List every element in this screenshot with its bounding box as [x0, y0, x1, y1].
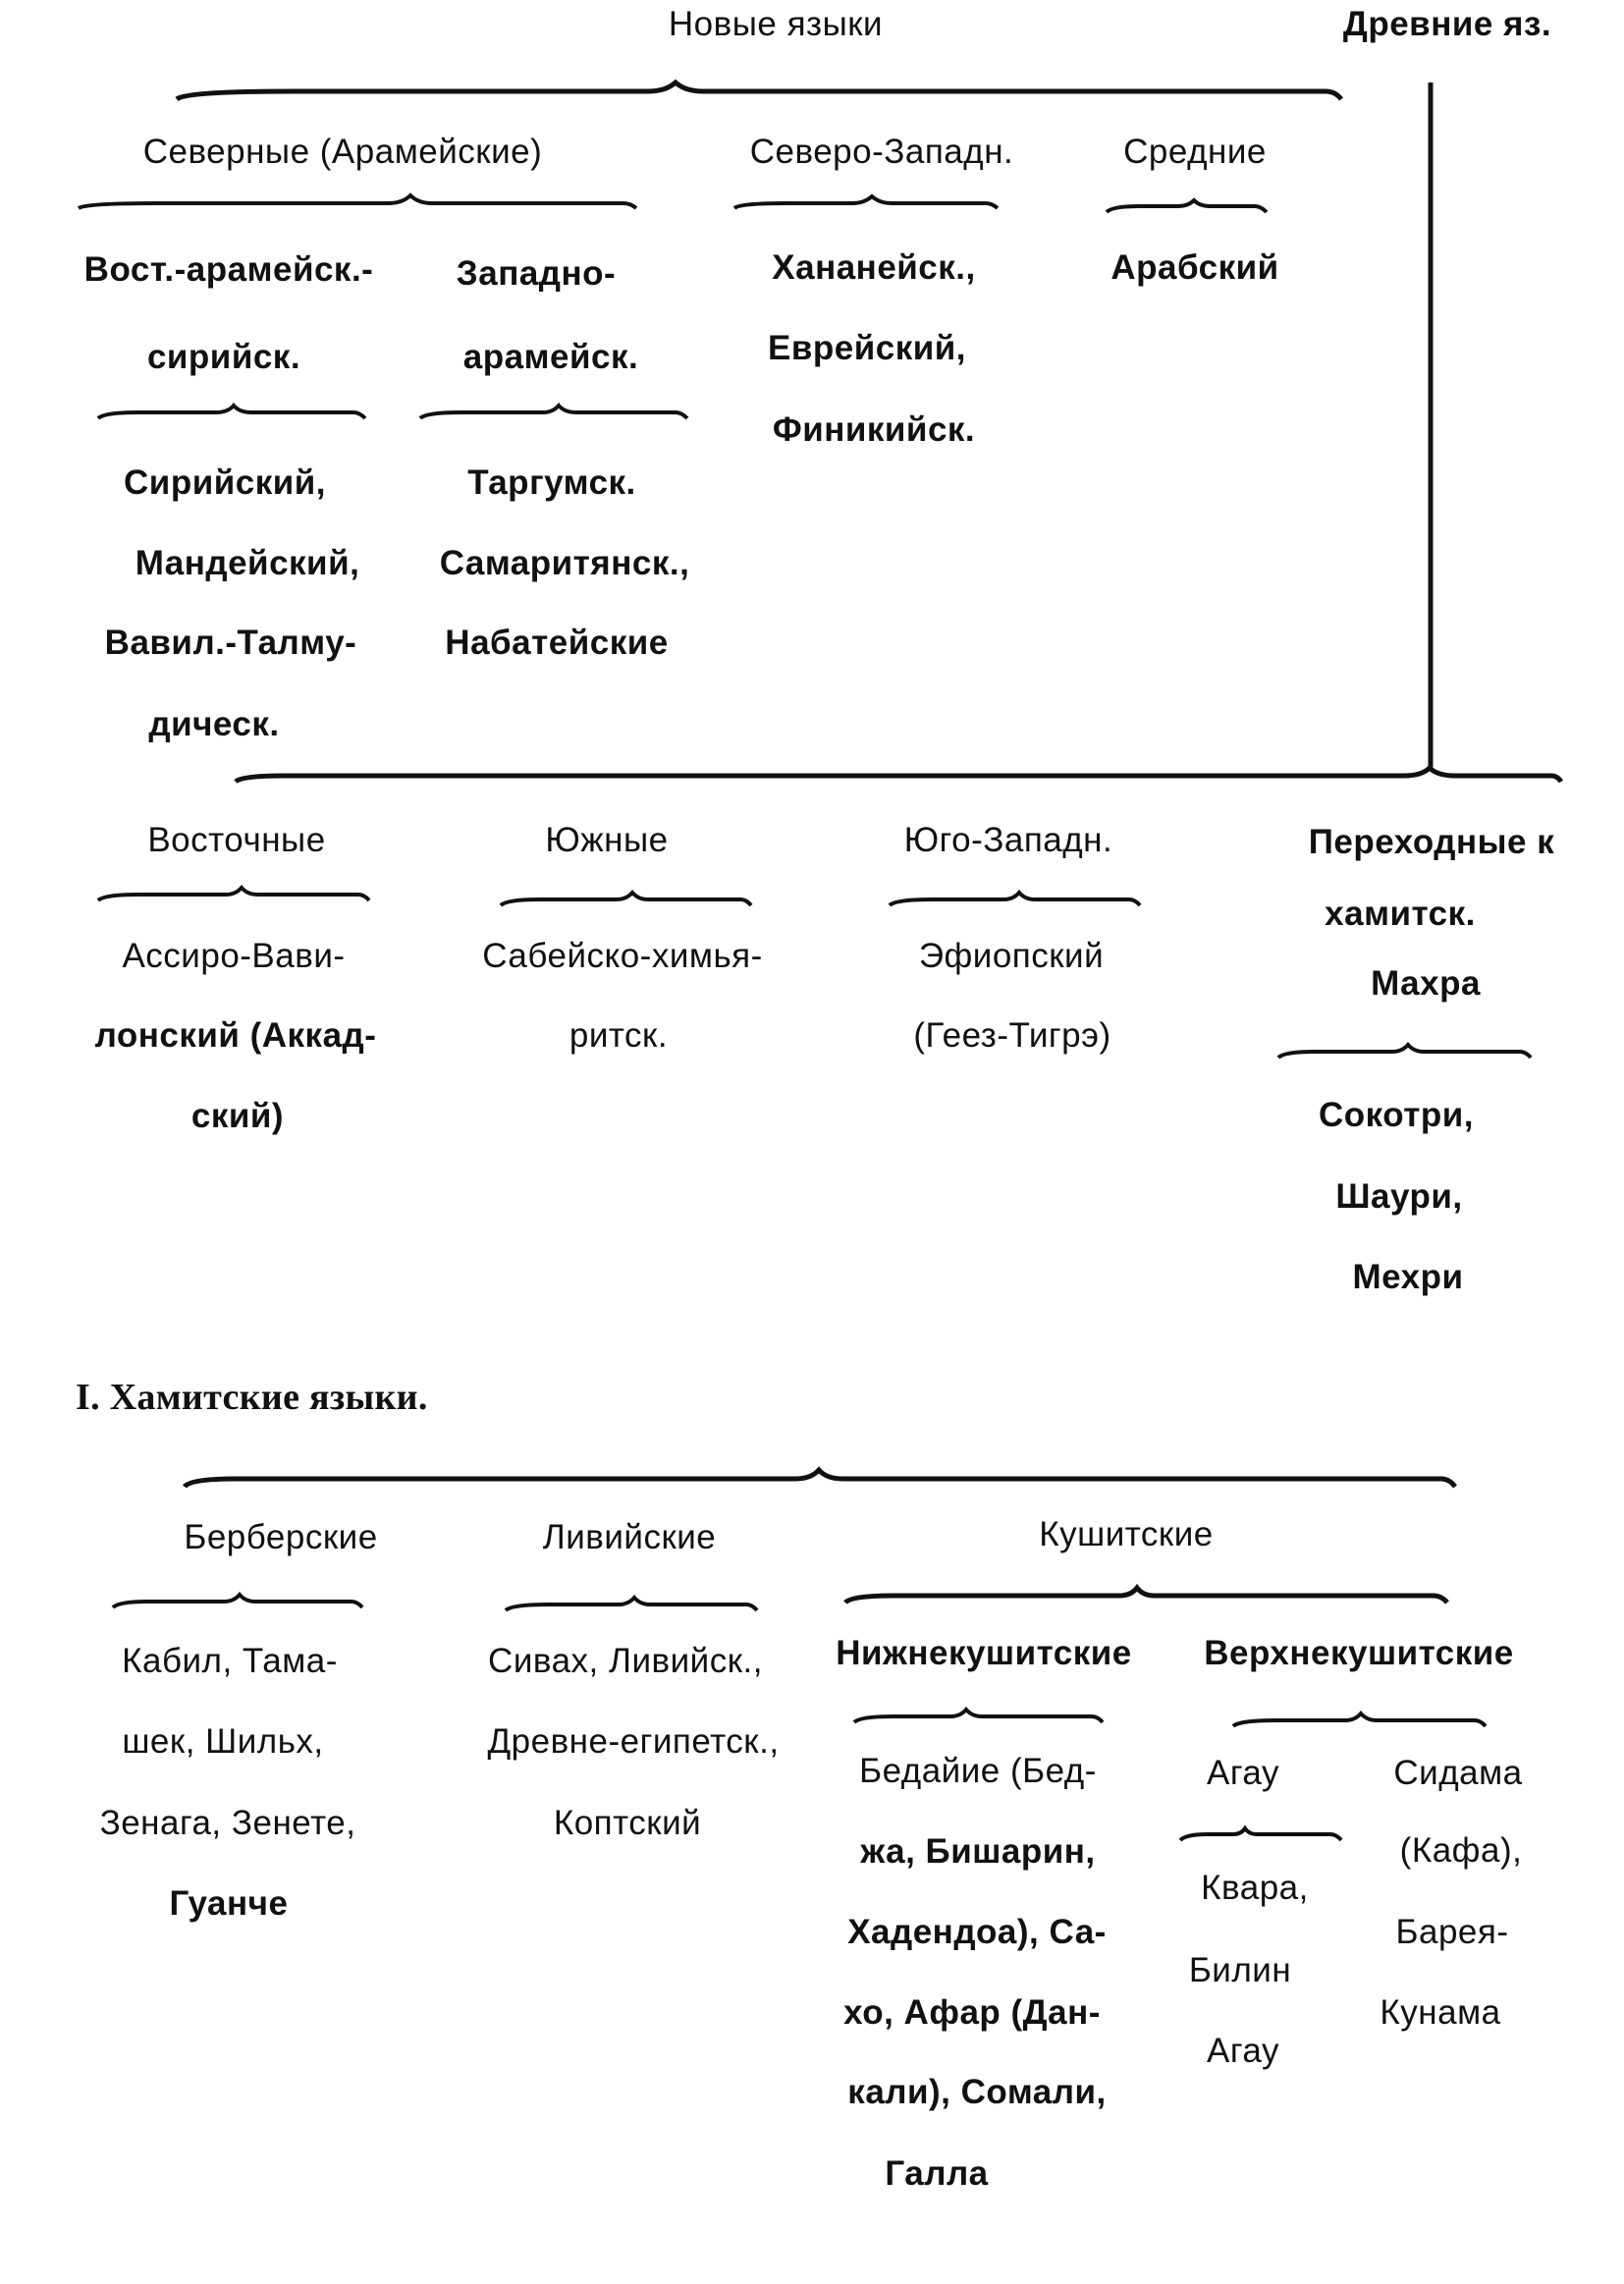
brace-west-aramaic [420, 406, 687, 418]
brace-hamitic [185, 1470, 1455, 1487]
middle-item: Арабский [1110, 248, 1279, 287]
lower-cushitic-item: хо, Афар (Дан- [843, 1993, 1101, 2032]
west-aramaic-title-line-1: Западно- [456, 254, 617, 293]
brace-eastern [98, 888, 369, 900]
east-aramaic-title-line-1: Вост.-арамейск.- [83, 250, 374, 289]
berber-item: Зенага, Зенете, [99, 1804, 356, 1842]
berber-item: шек, Шильх, [122, 1722, 324, 1761]
west-aramaic-item: Набатейские [445, 624, 669, 662]
brace-middle [1107, 200, 1267, 212]
brace-agau [1180, 1828, 1341, 1840]
east-aramaic-item: дическ. [148, 705, 280, 743]
agau-item: Билин [1188, 1951, 1292, 1989]
brace-northern [79, 195, 636, 208]
sidama-item: Сидама [1393, 1754, 1523, 1792]
brace-cushitic [845, 1588, 1447, 1603]
eastern-item: ский) [190, 1097, 285, 1135]
southern-item: ритск. [568, 1016, 669, 1055]
middle-title: Средние [1123, 133, 1267, 171]
sidama-item: (Кафа), [1399, 1831, 1523, 1870]
northwest-item: Финикийск. [772, 410, 976, 449]
northwest-title: Северо-Западн. [749, 133, 1014, 171]
eastern-item: лонский (Аккад- [94, 1016, 377, 1055]
east-aramaic-title-line-2: сирийск. [146, 338, 301, 376]
sidama-item: Барея- [1395, 1913, 1509, 1951]
libyan-title: Ливийские [542, 1518, 717, 1556]
east-aramaic-item: Вавил.-Талму- [104, 624, 357, 662]
southwest-item: Эфиопский [918, 937, 1105, 975]
brace-modern [177, 82, 1341, 99]
brace-ancient [236, 768, 1561, 782]
southwest-item: (Геез-Тигрэ) [913, 1016, 1111, 1055]
brace-upper-cushitic [1233, 1713, 1486, 1726]
transitional-item: Мехри [1352, 1258, 1464, 1296]
lower-cushitic-item: кали), Сомали, [847, 2073, 1107, 2111]
brace-libyan [506, 1598, 757, 1610]
libyan-item: Сивах, Ливийск., [488, 1642, 763, 1680]
east-aramaic-item: Мандейский, [135, 544, 360, 582]
lower-cushitic-item: Галла [885, 2154, 989, 2193]
agau-item: Агау [1207, 2032, 1279, 2070]
lower-cushitic-title: Нижнекушитские [836, 1634, 1132, 1672]
southwest-title: Юго-Западн. [903, 821, 1113, 859]
brace-berber [113, 1595, 362, 1607]
cushitic-title: Кушитские [1039, 1515, 1214, 1553]
west-aramaic-item: Самаритянск., [439, 544, 690, 582]
lower-cushitic-item: Бедайие (Бед- [859, 1752, 1097, 1790]
header-ancient-languages: Древние яз. [1342, 5, 1552, 43]
northwest-item: Хананейск., [772, 248, 976, 287]
eastern-title: Восточные [147, 821, 326, 859]
east-aramaic-item: Сирийский, [124, 463, 326, 502]
agau-title: Агау [1207, 1754, 1279, 1792]
hamitic-heading: I. Хамитские языки. [76, 1377, 428, 1418]
west-aramaic-title-line-2: арамейск. [462, 338, 639, 376]
sidama-item: Кунама [1380, 1993, 1501, 2032]
libyan-item: Древне-египетск., [487, 1722, 780, 1761]
lower-cushitic-item: Хадендоа), Са- [847, 1913, 1107, 1951]
upper-cushitic-title: Верхнекушитские [1204, 1634, 1514, 1672]
transitional-item: Шаури, [1335, 1177, 1463, 1216]
berber-title: Берберские [184, 1518, 378, 1556]
transitional-item: Сокотри, [1319, 1096, 1474, 1134]
berber-item: Гуанче [169, 1884, 289, 1923]
berber-item: Кабил, Тама- [122, 1642, 338, 1680]
transitional-subtitle: Махра [1371, 964, 1481, 1003]
brace-east-aramaic [98, 406, 365, 418]
southern-item: Сабейско-химья- [482, 937, 763, 975]
brace-southwest [890, 893, 1140, 905]
brace-transitional [1278, 1045, 1531, 1058]
northwest-item: Еврейский, [768, 329, 966, 367]
brace-northwest [734, 196, 998, 208]
lower-cushitic-item: жа, Бишарин, [860, 1832, 1096, 1871]
northern-aramaic-title: Северные (Арамейские) [142, 133, 543, 171]
transitional-title-line-2: хамитск. [1325, 895, 1476, 933]
eastern-item: Ассиро-Вави- [122, 937, 346, 975]
brace-lower-cushitic [854, 1710, 1103, 1722]
header-modern-languages: Новые языки [668, 5, 884, 43]
west-aramaic-item: Таргумск. [467, 463, 636, 502]
transitional-title-line-1: Переходные к [1308, 823, 1555, 861]
agau-item: Квара, [1201, 1869, 1309, 1907]
southern-title: Южные [545, 821, 669, 859]
libyan-item: Коптский [553, 1804, 702, 1842]
brace-southern [501, 893, 751, 905]
